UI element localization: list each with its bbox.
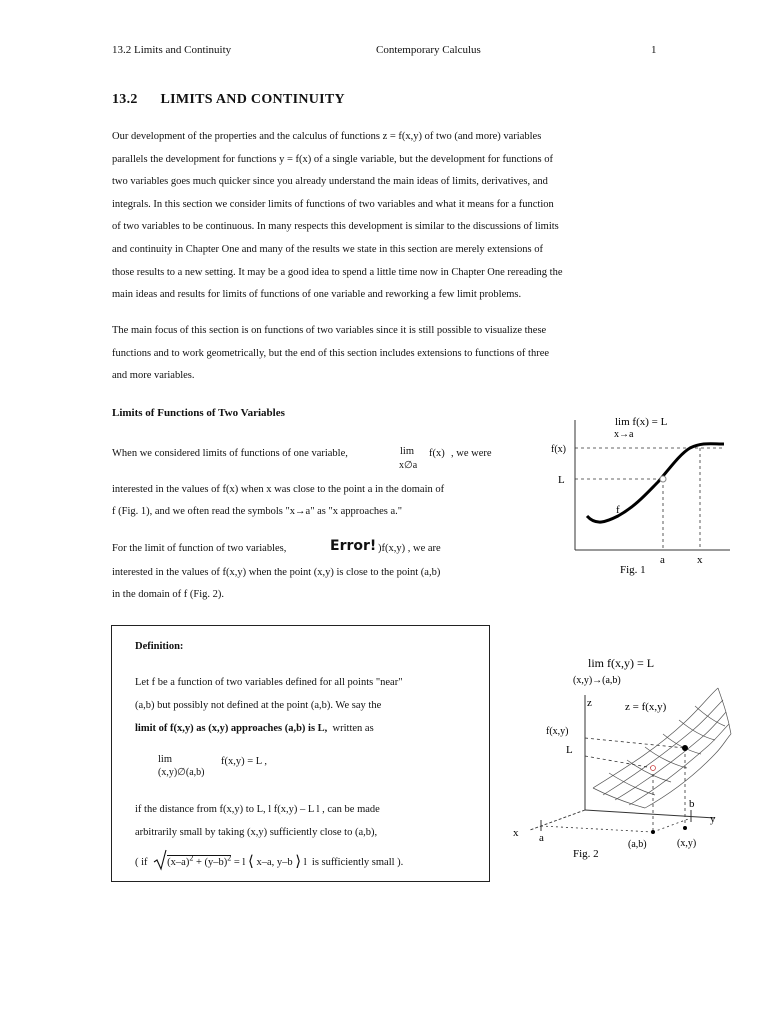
definition-line3 — [135, 723, 374, 734]
sqrt-radicand — [167, 855, 231, 868]
two-var-line3: in the domain of f (Fig. 2). — [112, 589, 224, 600]
fig2-surface-point — [682, 745, 688, 751]
two-var-line2: interested in the values of f(x,y) when the point (x,y) is close to the point (a,b) — [112, 567, 441, 578]
definition-lim: lim — [158, 754, 173, 765]
focus-line: The main focus of this section is on functions of two variables since it is still possible to visualize these — [112, 325, 547, 336]
one-var-line2: interested in the values of f(x) when x was close to the point a in the domain of — [112, 484, 445, 495]
fig1-hole — [660, 476, 666, 482]
two-var-before: For the limit of function of two variables, — [112, 543, 287, 554]
right-angle-icon: ⟩ — [295, 854, 302, 870]
error-text: Error! — [330, 538, 377, 554]
intro-line: two variables goes much quicker since you already understand the main ideas of limits, derivatives, and — [112, 176, 548, 188]
intro-line: Our development of the properties and the calculus of functions z = f(x,y) of two (and more) variables — [112, 131, 542, 142]
fig1-fx-label: f(x) — [551, 444, 566, 455]
two-var-after: )f(x,y) , we are — [378, 543, 441, 554]
definition-line2: (a,b) but possibly not defined at the point (a,b). We say the — [135, 700, 382, 711]
fig2-fxy-label: f(x,y) — [546, 726, 569, 737]
fig2-ab-point — [651, 830, 655, 834]
intro-line: and continuity in Chapter One and many of the results we state in this section are merely extensions of — [112, 243, 543, 255]
intro-line: main ideas and results for limits of functions of one variable and reworking a few limit problems. — [112, 289, 522, 301]
intro-line: integrals. In this section we consider limits of functions of two variables and what it means for a function — [112, 198, 554, 210]
definition-cond3 — [135, 849, 403, 871]
definition-cond1: if the distance from f(x,y) to L, l f(x,y) – L l , can be made — [135, 804, 380, 815]
sqrt-exp-a: 2 — [189, 853, 194, 863]
focus-line: and more variables. — [112, 370, 195, 382]
intro-line: parallels the development for functions y = f(x) of a single variable, but the development for functions of — [112, 153, 553, 165]
one-var-lim: lim — [400, 446, 415, 457]
subsection-heading: Limits of Functions of Two Variables — [112, 407, 285, 419]
sqrt-prefix: ( if — [135, 857, 148, 868]
fig2-y-label: y — [710, 813, 716, 825]
fig2-caption: Fig. 2 — [573, 848, 599, 860]
figure-1 — [540, 410, 740, 610]
fig2-L-label: L — [566, 744, 573, 756]
fig2-surface-eq: z = f(x,y) — [625, 701, 667, 713]
fig1-a-label: a — [660, 554, 665, 566]
fig2-x-label: x — [513, 827, 519, 839]
definition-bold-phrase: limit of f(x,y) as (x,y) approaches (a,b) is L, — [135, 723, 328, 734]
definition-heading: Definition: — [135, 641, 184, 652]
fig1-lim-sub: x→a — [614, 429, 634, 440]
definition-lim-sub: (x,y)∅(a,b) — [158, 767, 205, 778]
fig1-x-label: x — [697, 554, 703, 566]
fig2-z-label: z — [587, 697, 592, 709]
fig2-L-guide — [585, 756, 653, 768]
fig2-y-axis — [585, 810, 715, 818]
fig2-a-guide — [541, 826, 653, 832]
fig2-lim-label: lim f(x,y) = L — [588, 656, 655, 670]
definition-lim-expr: f(x,y) = L , — [221, 756, 268, 767]
fig1-lim-label: lim f(x) = L — [615, 416, 668, 428]
fig2-a-label: a — [539, 832, 544, 844]
fig1-f-label: f — [616, 504, 620, 516]
fig2-ab-label: (a,b) — [628, 839, 647, 850]
intro-line: of two variables to be continuous. In many respects this development is similar to the discussions of limits — [112, 221, 559, 233]
fig1-L-label: L — [558, 474, 565, 486]
page-number: 1 — [651, 44, 657, 56]
focus-line: functions and to work geometrically, but the end of this section includes extensions to functions of three — [112, 347, 550, 359]
one-var-after: , we were — [451, 448, 492, 459]
one-var-line3: f (Fig. 1), and we often read the symbols "x→a" as "x approaches a." — [112, 506, 403, 517]
one-var-fx: f(x) — [429, 448, 445, 459]
figure-2 — [505, 650, 745, 870]
intro-paragraph — [112, 126, 642, 307]
intro-line: those results to a new setting. It may be a good idea to spend a little time now in Chapter One rereading the — [112, 266, 563, 278]
running-header-book: Contemporary Calculus — [376, 44, 481, 56]
sqrt-radical-icon — [153, 849, 167, 871]
vector-components: x–a, y–b — [253, 857, 296, 868]
running-header-section: 13.2 Limits and Continuity — [112, 44, 232, 56]
one-var-lim-sub: x∅a — [399, 460, 418, 471]
fig2-lim-sub: (x,y)→(a,b) — [573, 675, 621, 686]
fig2-xy-label: (x,y) — [677, 838, 697, 849]
fig1-curve — [587, 444, 724, 522]
sqrt-exp-b: 2 — [227, 853, 232, 863]
definition-written: written as — [327, 723, 374, 734]
sqrt-term-b: + (y–b) — [193, 857, 228, 868]
fig2-xy-point — [683, 826, 687, 830]
fig1-caption: Fig. 1 — [620, 564, 646, 576]
fig2-b-label: b — [689, 798, 695, 810]
definition-cond2: arbitrarily small by taking (x,y) sufficiently close to (a,b), — [135, 827, 378, 838]
sqrt-end: l is sufficiently small ). — [301, 857, 404, 868]
sqrt-term-a: (x–a) — [167, 857, 190, 868]
definition-line1: Let f be a function of two variables defined for all points "near" — [135, 677, 403, 688]
section-title: 13.2 LIMITS AND CONTINUITY — [112, 92, 345, 107]
left-angle-icon: ⟨ — [247, 854, 254, 870]
focus-paragraph — [112, 320, 642, 388]
one-var-before: When we considered limits of functions of one variable, — [112, 448, 348, 459]
fig2-hole — [651, 766, 656, 771]
sqrt-equals: = l — [231, 857, 246, 868]
